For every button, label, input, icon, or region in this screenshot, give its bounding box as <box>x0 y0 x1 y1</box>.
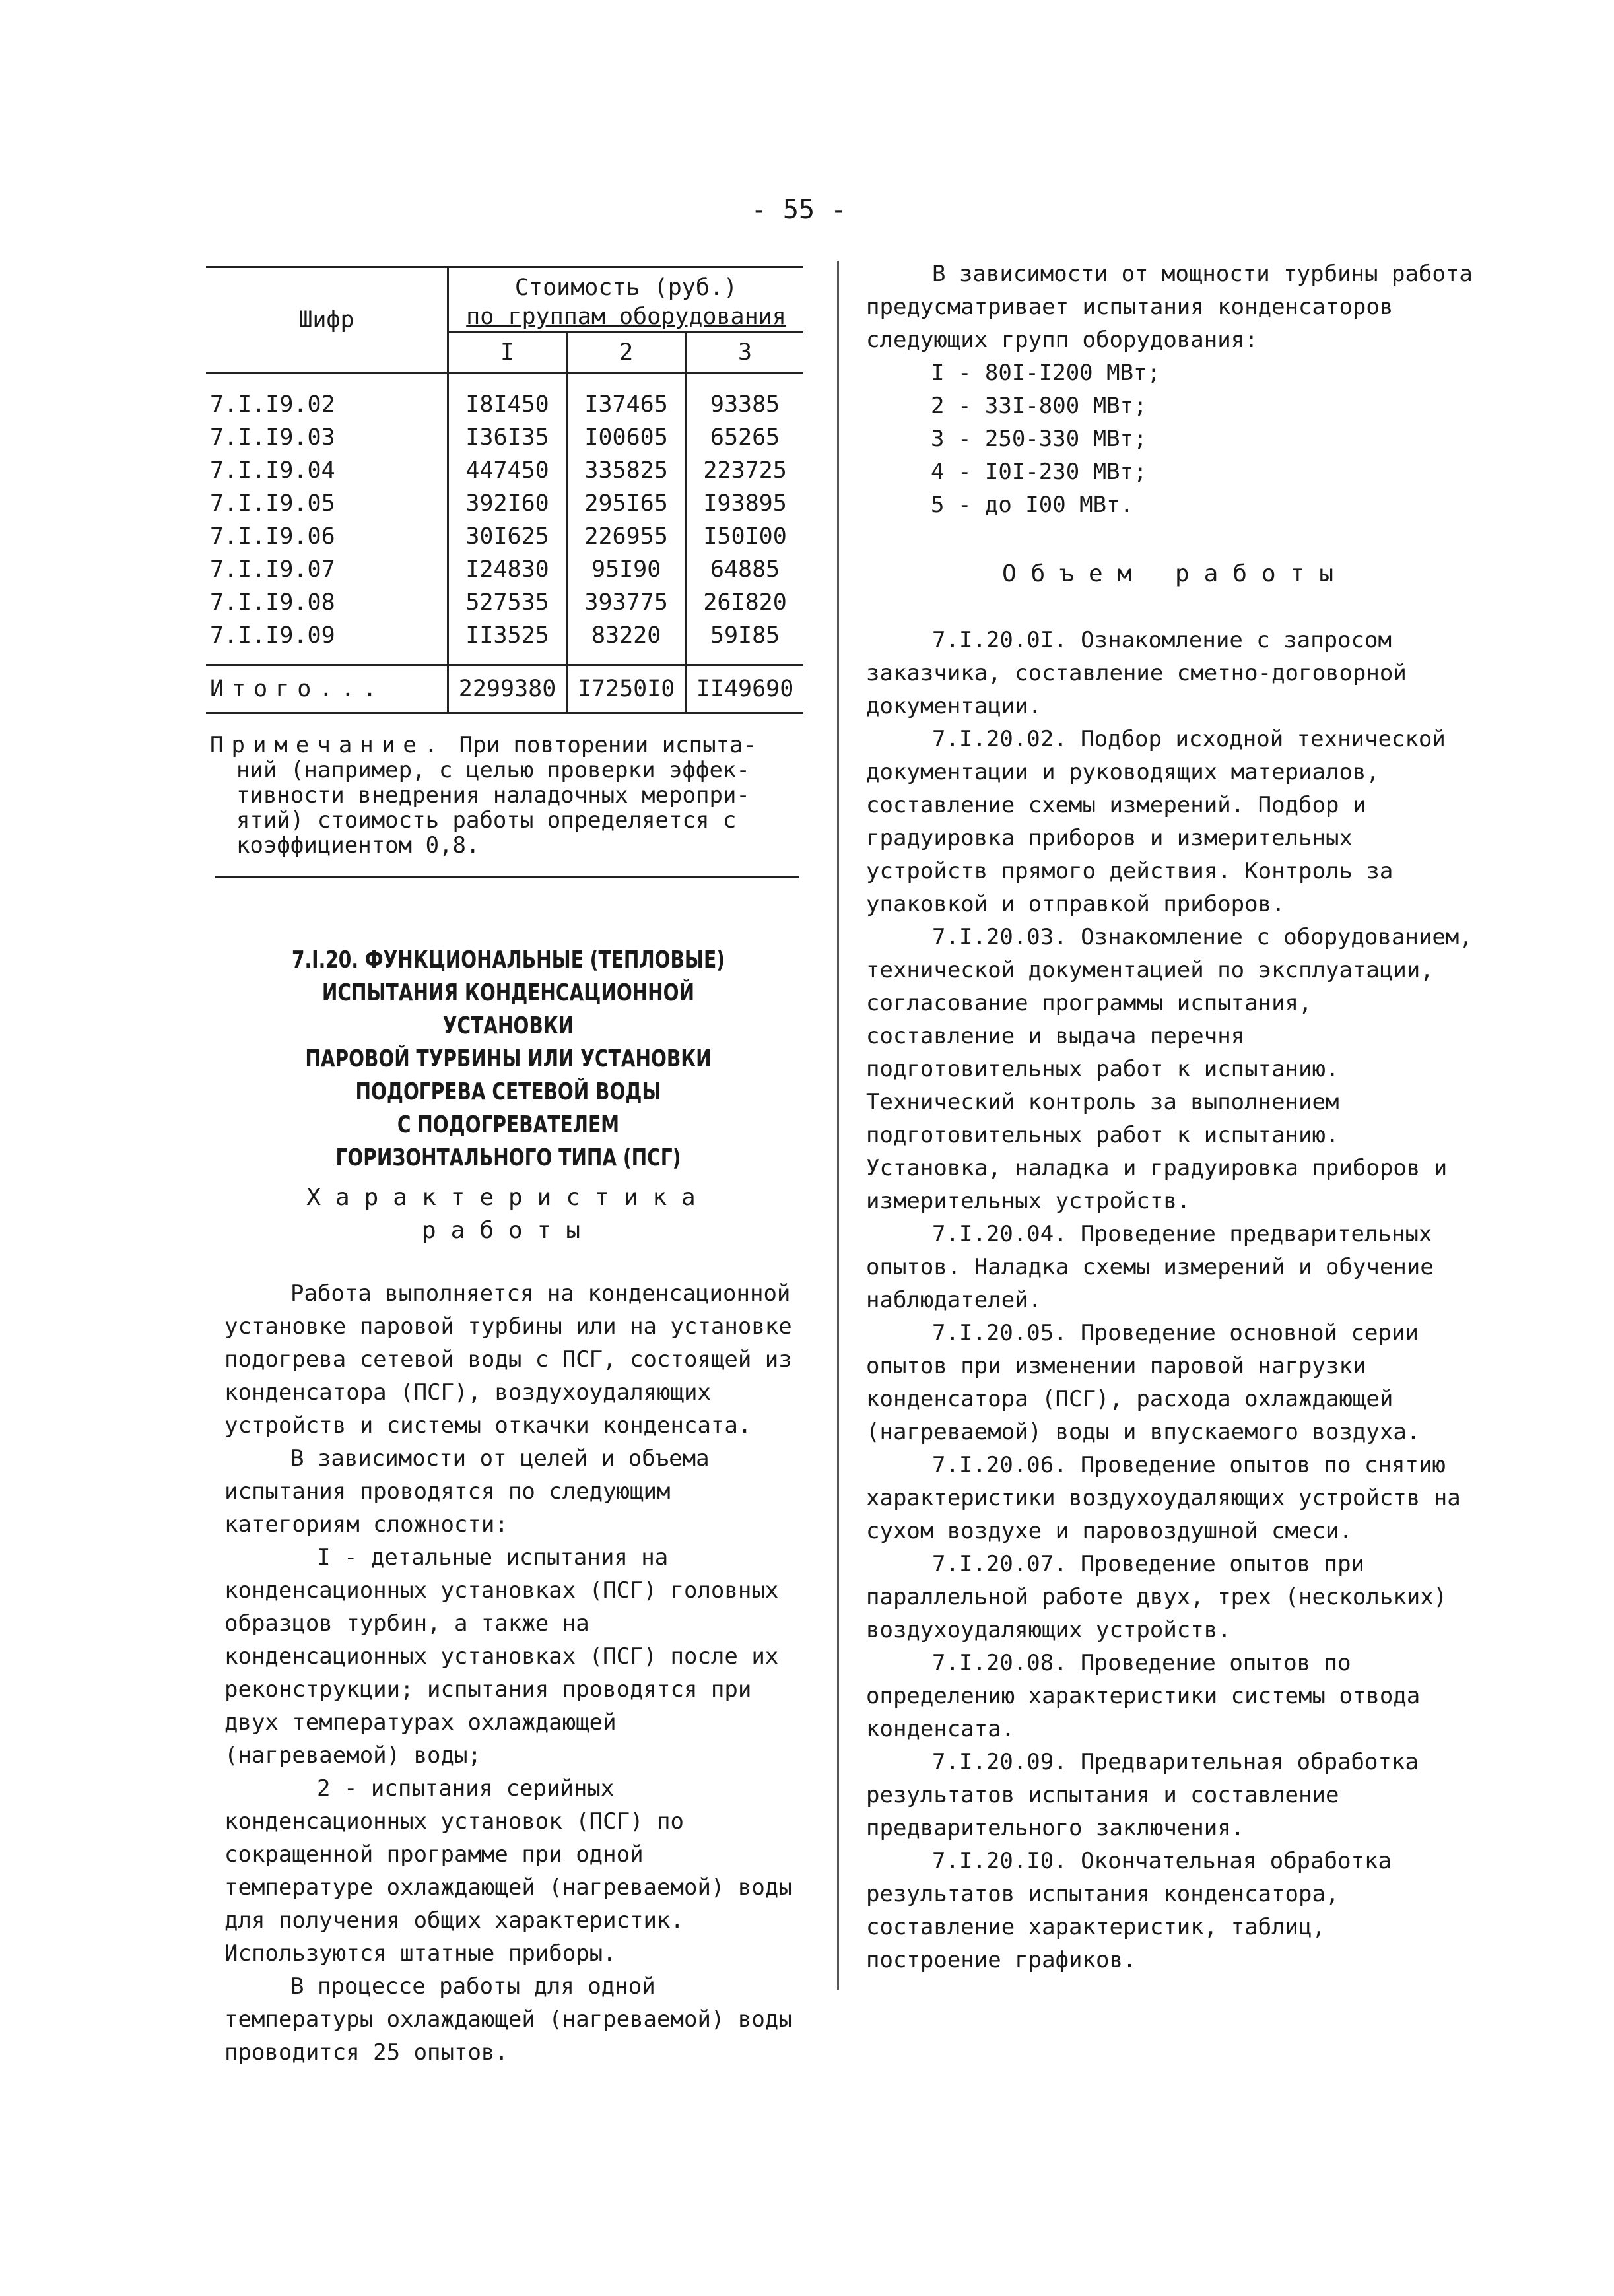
table-row <box>206 373 803 422</box>
row-code: 7.I.I9.04 <box>210 457 335 484</box>
row-value-group-1: II3525 <box>448 619 567 665</box>
paragraph: В зависимости от целей и объема испытания проводятся по следующим категориям сложности: <box>224 1445 710 1538</box>
paragraph: В зависимости от мощности турбины работа предусматривает испытания конденсаторов следующих групп оборудования: <box>866 261 1473 353</box>
table-row <box>206 586 803 619</box>
list-item: 7.I.20.06. Проведение опытов по снятию характеристики воздухоудаляющих устройств на сухом воздухе и паровоздушной смеси. <box>866 1452 1461 1544</box>
note-lead: Примечание. <box>210 732 446 758</box>
row-code: 7.I.I9.05 <box>210 490 335 517</box>
row-value-group-3: 26I820 <box>686 586 803 619</box>
code-column-header: Шифр <box>298 306 354 333</box>
section-title <box>282 944 735 1175</box>
note-text-line2: ний (например, с целью проверки эффек- <box>236 757 750 783</box>
table-row <box>206 421 803 454</box>
row-code: 7.I.I9.02 <box>210 391 335 418</box>
groups-intro <box>866 257 1473 356</box>
row-value-group-2: I00605 <box>567 421 686 454</box>
list-item: 7.I.20.I0. Окончательная обработка результатов испытания конденсатора, составление характеристик, таблиц, построение графиков. <box>866 1848 1392 1973</box>
row-value-group-3: 59I85 <box>686 619 803 665</box>
row-code: 7.I.I9.03 <box>210 424 335 451</box>
note-text-line1: При повторении испыта- <box>459 732 757 758</box>
row-value-group-1: 527535 <box>448 586 567 619</box>
cost-header-line2: по группам оборудования <box>466 304 786 330</box>
table-row <box>206 553 803 586</box>
row-code: 7.I.I9.07 <box>210 556 335 583</box>
row-value-group-3: 64885 <box>686 553 803 586</box>
table-row <box>206 454 803 487</box>
note-text-line4: ятий) стоимость работы определяется с <box>236 807 737 834</box>
note-text-line3: тивности внедрения наладочных меропри- <box>236 782 750 808</box>
section-title-line3: ПАРОВОЙ ТУРБИНЫ ИЛИ УСТАНОВКИ <box>305 1045 712 1072</box>
row-code: 7.I.I9.08 <box>210 589 335 616</box>
list-item: 7.I.20.0I. Ознакомление с запросом заказчика, составление сметно-договорной документации. <box>866 627 1407 719</box>
total-label: Итого... <box>206 665 448 713</box>
horizontal-rule <box>215 876 799 878</box>
list-item: 7.I.20.03. Ознакомление с оборудованием, технической документацией по эксплуатации, согласование программы испытания, составление и выдача перечня подготовительных работ к испытанию. Технический контроль за выполнением подготовительных работ к испытанию. Установка, наладка и градуировка приборов и измерительных устройств. <box>866 924 1473 1214</box>
list-item: 7.I.20.09. Предварительная обработка результатов испытания и составление предварительного заключения. <box>866 1749 1419 1841</box>
characteristics-heading <box>218 1181 799 1247</box>
cost-header-line1: Стоимость (руб.) <box>514 275 738 301</box>
row-value-group-1: I36I35 <box>448 421 567 454</box>
column-divider <box>837 261 839 1990</box>
paragraph: 2 - испытания серийных конденсационных установок (ПСГ) по сокращенной программе при одной температуре охлаждающей (нагреваемой) воды для получения общих характеристик. Используются штатные приборы. <box>224 1775 792 1967</box>
row-value-group-1: 30I625 <box>448 520 567 553</box>
row-value-group-2: 95I90 <box>567 553 686 586</box>
row-value-group-3: I50I00 <box>686 520 803 553</box>
characteristics-heading-line1: Характеристика <box>306 1184 710 1211</box>
list-item: 4 - I0I-230 МВт; <box>931 459 1147 485</box>
section-title-line6: ГОРИЗОНТАЛЬНОГО ТИПА (ПСГ) <box>335 1144 681 1171</box>
characteristics-body <box>224 1277 805 2069</box>
list-item: 3 - 250-330 МВт; <box>931 426 1147 452</box>
list-item: I - 80I-I200 МВт; <box>931 360 1160 386</box>
row-value-group-1: I8I450 <box>448 373 567 422</box>
paragraph: Работа выполняется на конденсационной установке паровой турбины или на установке подогрева сетевой воды с ПСГ, состоящей из конденсатора (ПСГ), воздухоудаляющих устройств и системы откачки конденсата. <box>224 1280 792 1439</box>
section-title-line4: ПОДОГРЕВА СЕТЕВОЙ ВОДЫ <box>355 1078 661 1105</box>
row-value-group-3: 223725 <box>686 454 803 487</box>
row-value-group-2: I37465 <box>567 373 686 422</box>
list-item: 7.I.20.04. Проведение предварительных опытов. Наладка схемы измерений и обучение наблюдателей. <box>866 1221 1434 1313</box>
row-value-group-2: 295I65 <box>567 487 686 520</box>
list-item: 7.I.20.05. Проведение основной серии опытов при изменении паровой нагрузки конденсатора (ПСГ), расхода охлаждающей (нагреваемой) воды и впускаемого воздуха. <box>866 1320 1421 1445</box>
table-row <box>206 619 803 665</box>
paragraph: I - детальные испытания на конденсационных установках (ПСГ) головных образцов турбин, а также на конденсационных установках (ПСГ) после их реконструкции; испытания проводятся при двух температурах охлаждающей (нагреваемой) воды; <box>224 1544 779 1769</box>
row-value-group-1: 392I60 <box>448 487 567 520</box>
section-title-line5: С ПОДОГРЕВАТЕЛЕМ <box>397 1111 620 1138</box>
cost-column-header <box>448 267 804 333</box>
section-title-line2: ИСПЫТАНИЯ КОНДЕНСАЦИОННОЙ УСТАНОВКИ <box>321 979 695 1039</box>
page-number: - 55 - <box>751 195 847 225</box>
cost-table <box>206 266 803 714</box>
row-value-group-2: 335825 <box>567 454 686 487</box>
equipment-groups-list <box>931 356 1160 521</box>
list-item: 7.I.20.07. Проведение опытов при параллельной работе двух, трех (нескольких) воздухоудаляющих устройств. <box>866 1551 1448 1643</box>
paragraph: В процессе работы для одной температуры охлаждающей (нагреваемой) воды проводится 25 опытов. <box>224 1973 792 2066</box>
group-header-2: 2 <box>567 333 686 373</box>
list-item: 7.I.20.08. Проведение опытов по определению характеристики системы отвода конденсата. <box>866 1650 1421 1742</box>
table-row <box>206 520 803 553</box>
table-note <box>210 733 797 858</box>
row-value-group-3: 65265 <box>686 421 803 454</box>
total-value-group-2: I7250I0 <box>567 665 686 713</box>
note-text-line5: коэффициентом 0,8. <box>236 832 480 859</box>
characteristics-heading-line2: работы <box>421 1217 595 1244</box>
total-value-group-1: 2299380 <box>448 665 567 713</box>
row-code: 7.I.I9.09 <box>210 622 335 649</box>
list-item: 2 - 33I-800 МВт; <box>931 393 1147 419</box>
row-value-group-2: 83220 <box>567 619 686 665</box>
volume-heading: Объем работы <box>1001 560 1349 587</box>
row-value-group-2: 393775 <box>567 586 686 619</box>
section-title-line1: 7.I.20. ФУНКЦИОНАЛЬНЫЕ (ТЕПЛОВЫЕ) <box>291 946 725 973</box>
table-row <box>206 487 803 520</box>
list-item: 7.I.20.02. Подбор исходной технической документации и руководящих материалов, составление схемы измерений. Подбор и градуировка приборов и измерительных устройств прямого действия. Контроль за упаковкой и отправкой приборов. <box>866 726 1446 917</box>
group-header-1: I <box>448 333 567 373</box>
group-header-3: 3 <box>686 333 803 373</box>
row-code: 7.I.I9.06 <box>210 523 335 550</box>
total-row <box>206 665 803 713</box>
row-value-group-3: I93895 <box>686 487 803 520</box>
row-value-group-1: I24830 <box>448 553 567 586</box>
row-value-group-2: 226955 <box>567 520 686 553</box>
list-item: 5 - до I00 МВт. <box>931 492 1134 518</box>
total-value-group-3: II49690 <box>686 665 803 713</box>
row-value-group-1: 447450 <box>448 454 567 487</box>
row-value-group-3: 93385 <box>686 373 803 422</box>
works-list <box>866 624 1473 1977</box>
